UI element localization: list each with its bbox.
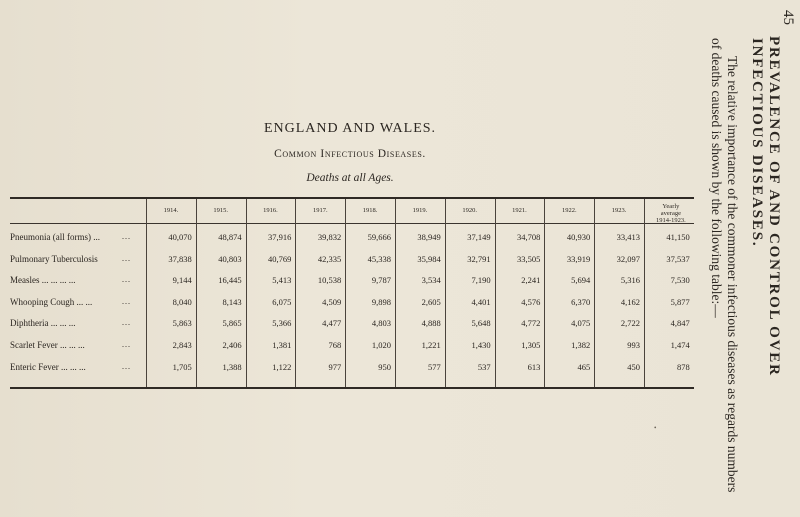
table-cell: 1,122 [272, 361, 292, 372]
table-cell: 6,075 [272, 296, 292, 307]
average-header-line: 1914-1923. [656, 217, 686, 224]
table-cell: 1,382 [571, 340, 591, 350]
table-cell: 878 [677, 361, 690, 372]
row-label: Scarlet Fever ... ... ... [10, 340, 85, 350]
row-label: Enteric Fever ... ... ... [10, 361, 86, 372]
table-cell: 6,370 [571, 296, 591, 307]
table-row [10, 356, 694, 376]
table-cell: 10,538 [317, 275, 342, 286]
table-cell: 1,474 [670, 340, 690, 350]
table-cell: 5,877 [670, 296, 690, 307]
table-cell: 950 [378, 361, 391, 372]
table-cell: 4,576 [521, 296, 541, 307]
table-row [10, 269, 694, 289]
table-cell: 4,401 [471, 296, 491, 307]
table-caption: Deaths at all Ages. [306, 172, 394, 184]
table-cell: 40,070 [168, 232, 192, 242]
column-header: 1921. [512, 207, 527, 214]
column-header: 1916. [263, 207, 278, 214]
table-cell: 59,666 [367, 232, 391, 242]
pencil-mark: • [654, 424, 657, 432]
column-header: 1917. [312, 207, 328, 214]
table-cell: 9,898 [371, 296, 391, 307]
table-row [10, 248, 694, 268]
table-cell: 1,430 [471, 340, 491, 350]
table-cell: 768 [328, 340, 342, 350]
table-cell: 4,803 [371, 318, 391, 329]
leader-dots: ... [122, 340, 131, 349]
row-label: Diphtheria ... ... ... [10, 318, 76, 329]
section-title-line1: PREVALENCE OF AND CONTROL OVER [766, 36, 782, 377]
table-cell: 2,722 [620, 318, 640, 329]
table-cell: 39,832 [317, 232, 342, 242]
leader-dots: ... [122, 275, 131, 285]
table-cell: 1,388 [222, 361, 242, 372]
table-cell: 5,366 [272, 318, 292, 329]
table-cell: 4,847 [670, 318, 690, 329]
table-cell: 5,865 [222, 318, 242, 329]
table-cell: 33,413 [616, 232, 640, 242]
table-cell: 4,162 [620, 296, 640, 307]
table-cell: 5,413 [272, 275, 292, 286]
deaths-table [10, 199, 694, 387]
table-cell: 42,335 [317, 253, 342, 264]
leader-dots: ... [122, 296, 131, 306]
table-cell: 5,648 [471, 318, 491, 329]
average-header-line: Yearly [662, 203, 680, 210]
table-cell: 4,477 [322, 318, 342, 329]
table-cell: 8,040 [172, 296, 192, 307]
table-cell: 38,949 [417, 232, 441, 242]
table-header-row [10, 199, 694, 223]
row-label: Pulmonary Tuberculosis [10, 253, 98, 264]
table-cell: 8,143 [222, 296, 242, 307]
table-cell: 3,534 [421, 275, 441, 286]
table-cell: 41,150 [666, 232, 690, 242]
table-cell: 40,769 [268, 253, 292, 264]
table-cell: 1,381 [272, 340, 292, 350]
table-cell: 9,787 [371, 275, 391, 286]
column-header: 1922. [561, 207, 577, 214]
column-header-average [644, 203, 698, 227]
table-cell: 34,708 [517, 232, 541, 242]
column-header: 1920. [462, 207, 477, 214]
table-main-heading: ENGLAND AND WALES. [263, 121, 437, 136]
page-number: 45 [780, 10, 796, 25]
table-cell: 4,509 [322, 296, 342, 307]
table-cell: 4,888 [421, 318, 441, 329]
table-cell: 537 [477, 361, 491, 372]
leader-dots: ... [122, 232, 131, 241]
table-cell: 450 [627, 361, 640, 372]
table-cell: 7,530 [670, 275, 690, 286]
table-cell: 1,221 [421, 340, 441, 350]
rotated-side-header [700, 0, 800, 517]
table-cell: 37,916 [268, 232, 292, 242]
table-cell: 2,241 [521, 275, 541, 286]
leader-dots: ... [122, 361, 131, 371]
column-header: 1918. [362, 207, 378, 214]
table-cell: 2,406 [222, 340, 242, 350]
table-cell: 35,984 [417, 253, 441, 264]
table-cell: 5,316 [620, 275, 640, 286]
table-cell: 16,445 [218, 275, 242, 286]
table-cell: 40,930 [566, 232, 591, 242]
column-header: 1923. [611, 207, 627, 214]
table-cell: 993 [627, 340, 640, 350]
table-row [10, 312, 694, 332]
table-cell: 37,537 [666, 253, 690, 264]
row-label: Pneumonia (all forms) ... [10, 232, 100, 242]
section-title-line2: INFECTIOUS DISEASES. [749, 38, 765, 248]
table-cell: 32,097 [616, 253, 640, 264]
table-cell: 7,190 [471, 275, 491, 286]
table-subheading: Common Infectious Diseases. [274, 148, 426, 160]
table-cell: 32,791 [467, 253, 491, 264]
column-header: 1914. [163, 207, 179, 214]
table-cell: 5,694 [571, 275, 591, 286]
leader-dots: ... [122, 318, 131, 328]
table-cell: 977 [328, 361, 342, 372]
leader-dots: ... [122, 253, 131, 263]
table-cell: 5,863 [172, 318, 192, 329]
table-cell: 1,020 [371, 340, 391, 350]
table-bottom-rule [10, 387, 694, 389]
table-cell: 48,874 [218, 232, 242, 242]
column-header: 1915. [213, 207, 228, 214]
table-cell: 1,305 [521, 340, 541, 350]
table-cell: 33,919 [566, 253, 591, 264]
table-cell: 613 [527, 361, 541, 372]
table-cell: 2,605 [421, 296, 441, 307]
table-cell: 4,772 [521, 318, 541, 329]
column-header: 1919. [412, 207, 428, 214]
table-row [10, 334, 694, 354]
intro-text-line2: of deaths caused is shown by the following table:— [709, 38, 724, 318]
table-cell: 4,075 [571, 318, 591, 329]
table-cell: 37,838 [168, 253, 192, 264]
table-cell: 2,843 [172, 340, 192, 350]
table-cell: 9,144 [172, 275, 192, 286]
table-cell: 33,505 [517, 253, 541, 264]
table-cell: 577 [428, 361, 441, 372]
row-label: Measles ... ... ... ... [10, 275, 76, 286]
table-row [10, 226, 694, 246]
intro-text-line1: The relative importance of the commoner infectious diseases as regards numbers [725, 56, 740, 493]
average-header-line: average [660, 210, 681, 217]
row-label: Whooping Cough ... ... [10, 296, 93, 307]
table-cell: 465 [577, 361, 591, 372]
table-cell: 45,338 [367, 253, 391, 264]
table-cell: 37,149 [467, 232, 491, 242]
table-cell: 1,705 [172, 361, 192, 372]
table-row [10, 291, 694, 311]
table-cell: 40,803 [218, 253, 242, 264]
